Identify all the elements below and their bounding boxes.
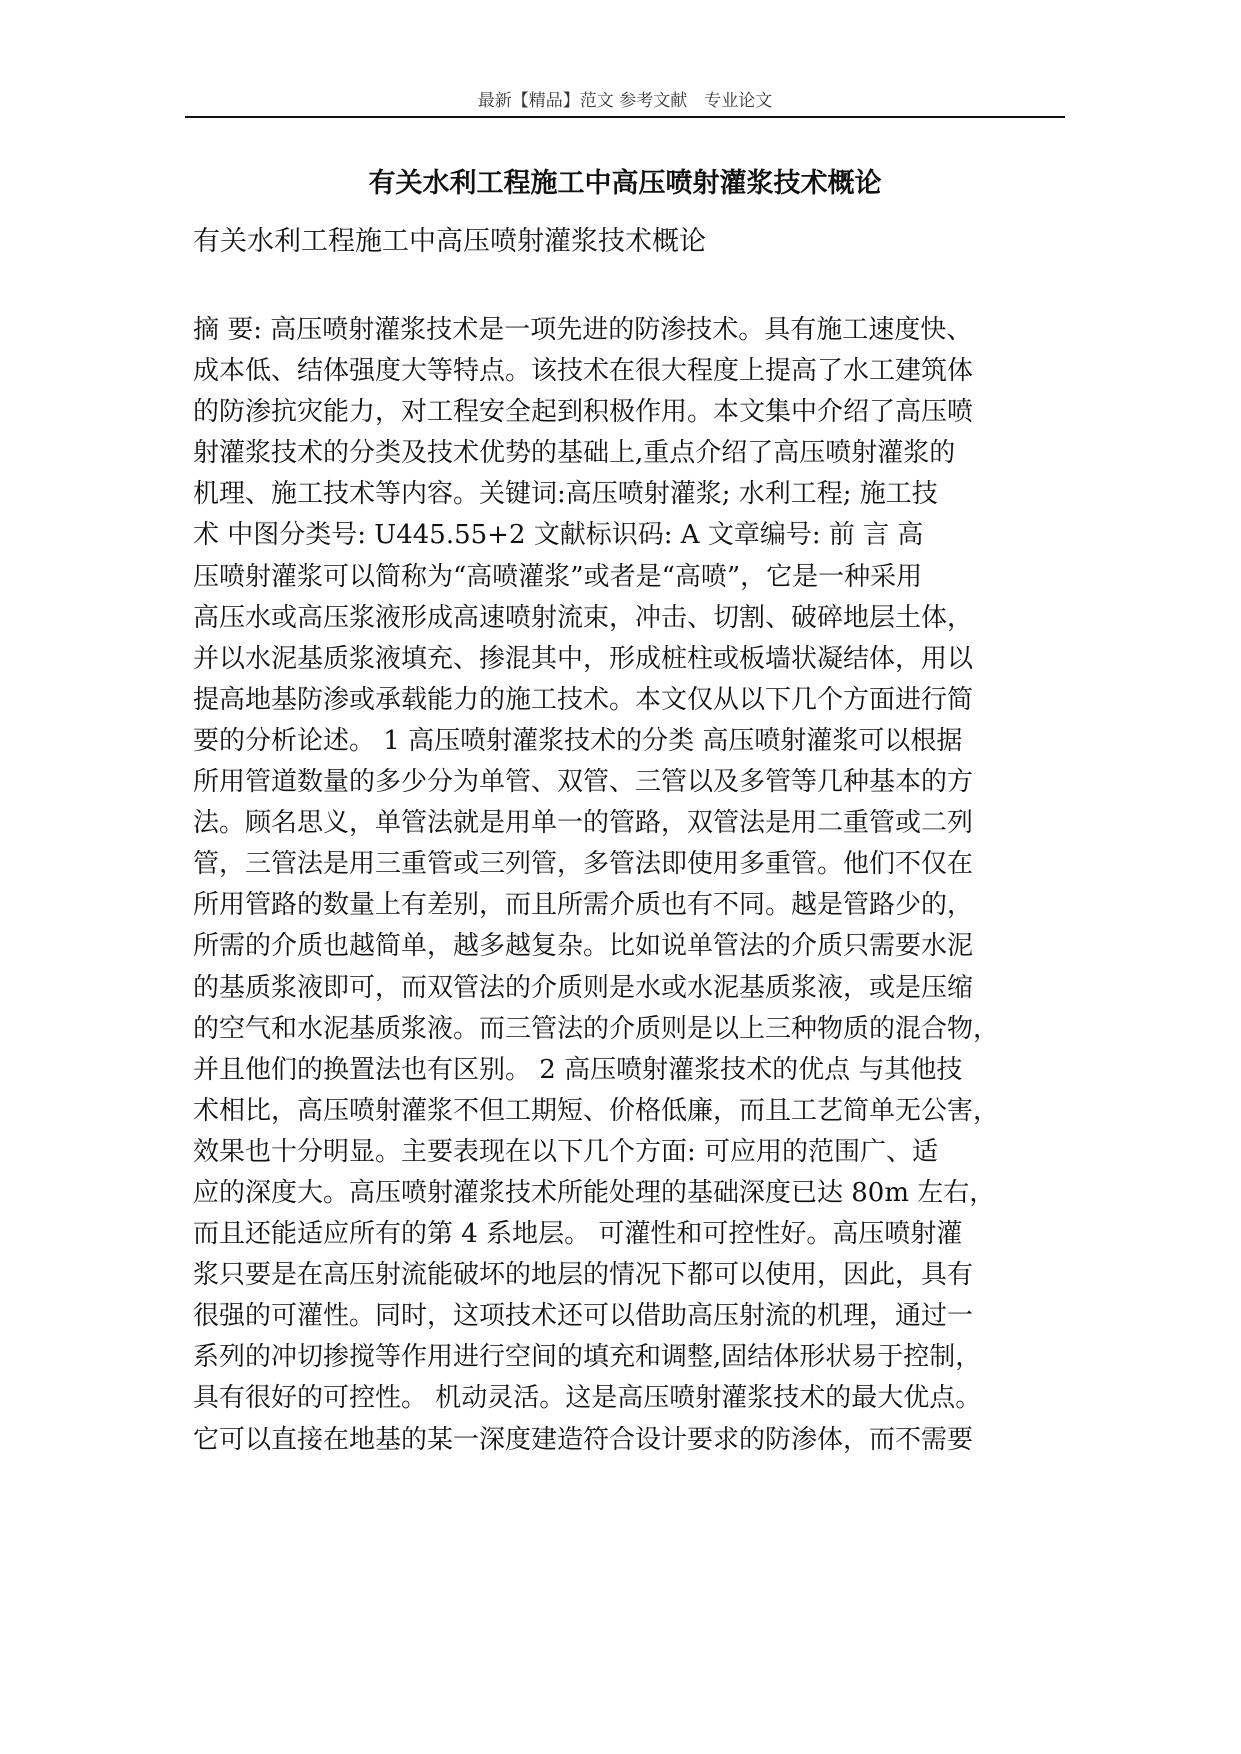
- body-line: 的基质浆液即可，而双管法的介质则是水或水泥基质浆液，或是压缩: [193, 972, 974, 1003]
- body-line: 并以水泥基质浆液填充、掺混其中，形成桩柱或板墙状凝结体，用以: [193, 643, 974, 674]
- body-line: 法。顾名思义，单管法就是用单一的管路，双管法是用二重管或二列: [193, 808, 974, 839]
- body-line: 效果也十分明显。主要表现在以下几个方面: 可应用的范围广、适: [193, 1136, 939, 1167]
- body-line: 机理、施工技术等内容。关键词:高压喷射灌浆; 水利工程; 施工技: [193, 479, 938, 510]
- running-header: 最新【精品】范文 参考文献 专业论文: [477, 91, 773, 111]
- body-line: 而且还能适应所有的第 4 系地层。 可灌性和可控性好。高压喷射灌: [193, 1219, 963, 1250]
- header-rule: [185, 116, 1065, 118]
- body-line: 管，三管法是用三重管或三列管，多管法即使用多重管。他们不仅在: [193, 849, 974, 880]
- body-line: 摘 要: 高压喷射灌浆技术是一项先进的防渗技术。具有施工速度快、: [193, 315, 973, 345]
- document-subtitle: 有关水利工程施工中高压喷射灌浆技术概论: [193, 226, 706, 257]
- body-line: 具有很好的可控性。 机动灵活。这是高压喷射灌浆技术的最大优点。: [193, 1383, 982, 1414]
- body-line: 术相比，高压喷射灌浆不但工期短、价格低廉，而且工艺简单无公害，: [193, 1095, 1000, 1126]
- body-line: 的防渗抗灾能力，对工程安全起到积极作用。本文集中介绍了高压喷: [193, 397, 974, 428]
- body-line: 成本低、结体强度大等特点。该技术在很大程度上提高了水工建筑体: [193, 356, 974, 387]
- body-line: 要的分析论述。 1 高压喷射灌浆技术的分类 高压喷射灌浆可以根据: [193, 725, 963, 756]
- body-line: 并且他们的换置法也有区别。 2 高压喷射灌浆技术的优点 与其他技: [193, 1054, 963, 1085]
- body-line: 浆只要是在高压射流能破坏的地层的情况下都可以使用，因此，具有: [193, 1260, 974, 1291]
- body-line: 应的深度大。高压喷射灌浆技术所能处理的基础深度已达 80m 左右，: [193, 1177, 996, 1208]
- document-title: 有关水利工程施工中高压喷射灌浆技术概论: [368, 168, 882, 199]
- body-line: 所用管路的数量上有差别，而且所需介质也有不同。越是管路少的，: [193, 890, 974, 921]
- body-text: [193, 310, 1073, 1461]
- body-line: 高压水或高压浆液形成高速喷射流束，冲击、切割、破碎地层土体，: [193, 602, 974, 633]
- body-line: 的空气和水泥基质浆液。而三管法的介质则是以上三种物质的混合物，: [193, 1013, 1000, 1044]
- body-line: 术 中图分类号: U445.55+2 文献标识码: A 文章编号: 前 言 高: [193, 520, 924, 551]
- body-line: 系列的冲切掺搅等作用进行空间的填充和调整,固结体形状易于控制，: [193, 1342, 982, 1373]
- body-line: 所用管道数量的多少分为单管、双管、三管以及多管等几种基本的方: [193, 767, 974, 798]
- body-line: 压喷射灌浆可以简称为“高喷灌浆”或者是“高喷”，它是一种采用: [193, 561, 923, 592]
- body-line: 射灌浆技术的分类及技术优势的基础上,重点介绍了高压喷射灌浆的: [193, 438, 956, 469]
- body-line: 很强的可灌性。同时，这项技术还可以借助高压射流的机理，通过一: [193, 1301, 974, 1332]
- body-line: 它可以直接在地基的某一深度建造符合设计要求的防渗体，而不需要: [193, 1424, 974, 1455]
- body-line: 提高地基防渗或承载能力的施工技术。本文仅从以下几个方面进行简: [193, 684, 974, 715]
- body-line: 所需的介质也越简单，越多越复杂。比如说单管法的介质只需要水泥: [193, 931, 974, 962]
